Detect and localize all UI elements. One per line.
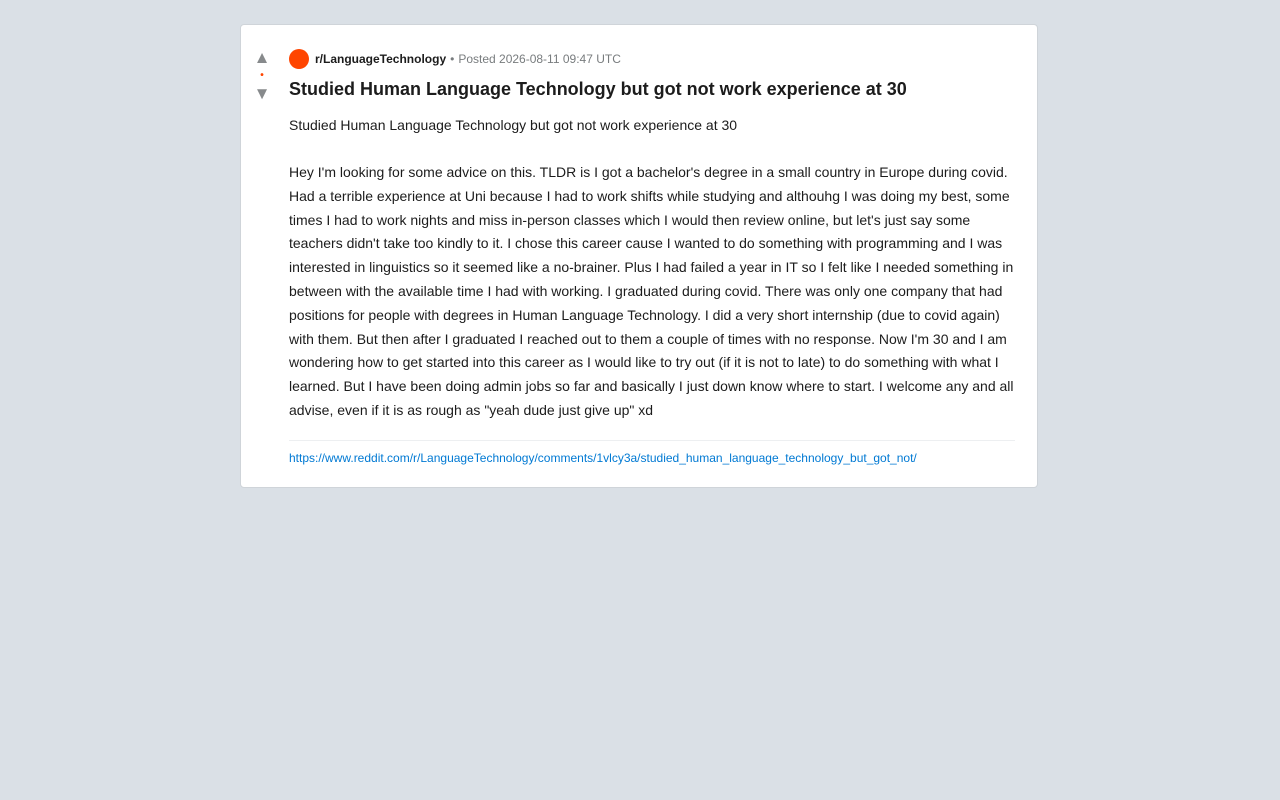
subreddit-avatar[interactable] (289, 49, 309, 69)
vote-score: • (260, 70, 264, 81)
divider (289, 440, 1015, 441)
subreddit-name[interactable]: r/LanguageTechnology (315, 52, 447, 66)
vote-column (251, 49, 273, 103)
post-title[interactable]: Studied Human Language Technology but got not work experience at 30 (289, 79, 907, 99)
down-arrow-icon[interactable]: ▼ (253, 84, 271, 103)
post-body-lead: Studied Human Language Technology but got not work experience at 30 (289, 117, 738, 133)
post-body: Hey I'm looking for some advice on this. TLDR is I got a bachelor's degree in a small country in Europe during covid. Had a terrible experience at Uni because I had to work shifts while studying and althouhg I was doing my best, some times I had to work nights and miss in-person classes which I would then review online, but let's just say some teachers didn't take too kindly to it. I chose this career cause I wanted to do something with programming and I was interested in linguistics so it seemed like a no-brainer. Plus I had failed a year in IT so I felt like I needed something in between with the available time I had with working. I graduated during covid. There was only one company that had positions for people with degrees in Human Language Technology. I did a very short internship (due to covid again) with them. But then after I graduated I reached out to them a couple of times with no response. Now I'm 30 and I am wondering how to get started into this career as I would like to try out (if it is not to late) to do something with what I learned. But I have been doing admin jobs so far and basically I just down know where to start. I welcome any and all advise, even if it is as rough as "yeah dude just give up" xd (289, 164, 1014, 418)
posted-timestamp: Posted 2026-08-11 09:47 UTC (458, 52, 621, 66)
meta-separator: • (450, 52, 455, 66)
post-permalink[interactable]: https://www.reddit.com/r/LanguageTechnology/comments/1vlcy3a/studied_human_language_technology_but_got_not/ (289, 450, 917, 465)
post-card (240, 24, 1038, 488)
post-meta (289, 49, 1015, 69)
up-arrow-icon[interactable]: ▲ (253, 48, 271, 67)
post-content (289, 49, 1015, 467)
